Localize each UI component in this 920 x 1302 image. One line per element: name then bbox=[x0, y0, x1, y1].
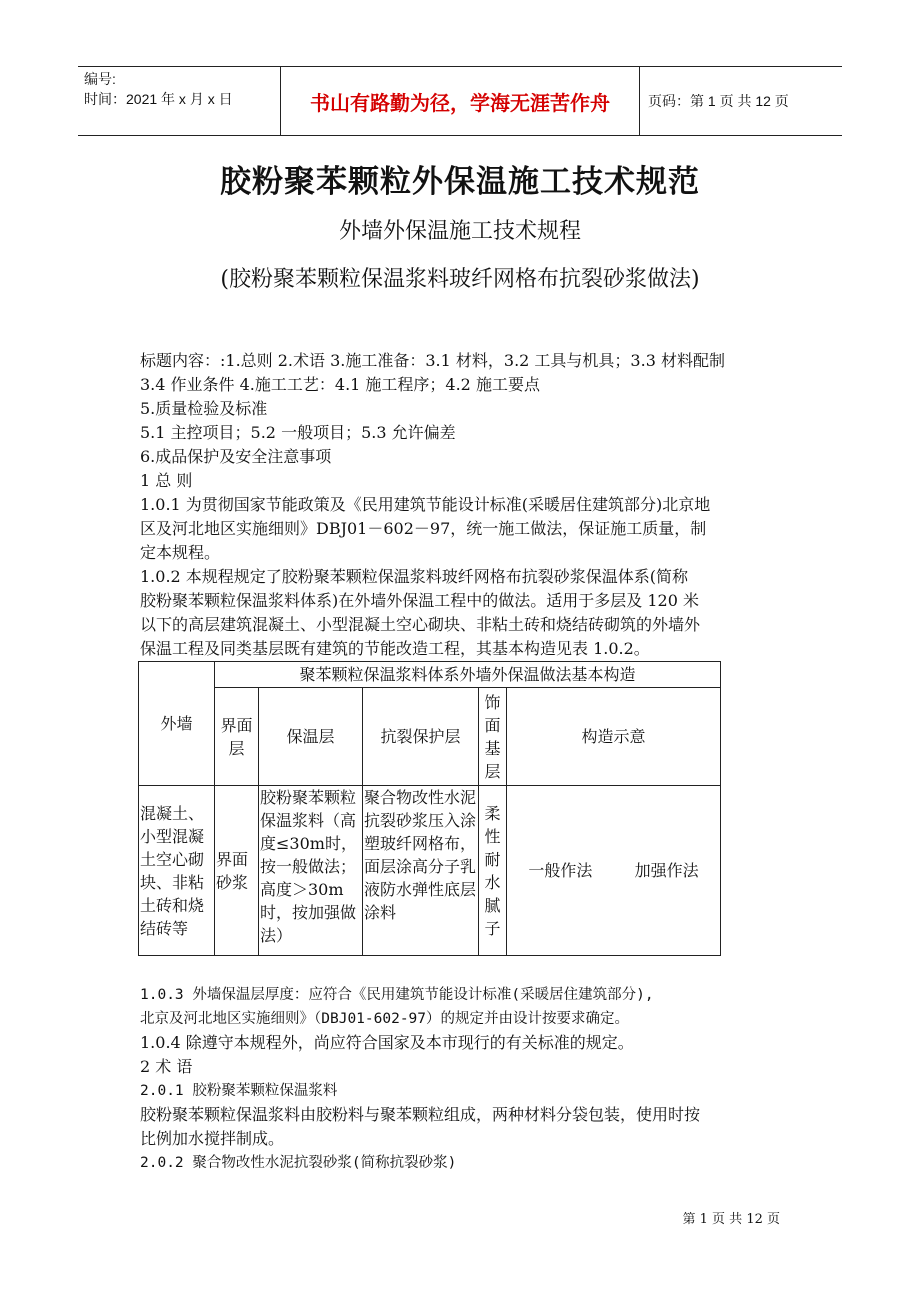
page-header bbox=[78, 66, 842, 136]
section-heading: 2 术 语 bbox=[140, 1057, 193, 1076]
text-line: 2.0.1 胶粉聚苯颗粒保温浆料 bbox=[140, 1083, 338, 1099]
diagram-general-label: 一般作法 bbox=[528, 861, 593, 880]
col-wall-header: 外墙 bbox=[139, 662, 215, 786]
row-wall-cell: 混凝土、小型混凝土空心砌块、非粘土砖和烧结砖等 bbox=[139, 786, 215, 956]
text-line: 以下的高层建筑混凝土、小型混凝土空心砌块、非粘土砖和烧结砖砌筑的外墙外 bbox=[140, 615, 701, 634]
text-line: 胶粉聚苯颗粒保温浆料体系)在外墙外保温工程中的做法。适用于多层及 120 米 bbox=[140, 591, 699, 610]
header-meta bbox=[78, 67, 281, 135]
row-diagram-cell bbox=[507, 786, 721, 956]
document-subtitle: 外墙外保温施工技术规程 bbox=[338, 219, 581, 244]
section-heading: 1 总 则 bbox=[140, 471, 193, 490]
text-line: 5.质量检验及标准 bbox=[140, 399, 268, 418]
col-crack-header: 抗裂保护层 bbox=[363, 688, 479, 786]
construction-table bbox=[138, 661, 721, 956]
text-line: 5.1 主控项目；5.2 一般项目；5.3 允许偏差 bbox=[140, 423, 456, 442]
row-crack-cell: 聚合物改性水泥抗裂砂浆压入涂塑玻纤网格布，面层涂高分子乳液防水弹性底层涂料 bbox=[363, 786, 479, 956]
col-interface-header: 界面层 bbox=[215, 688, 259, 786]
table-caption: 聚苯颗粒保温浆料体系外墙外保温做法基本构造 bbox=[215, 662, 721, 688]
row-insulation-cell: 胶粉聚苯颗粒保温浆料（高度≤30m时，按一般做法；高度＞30m时，按加强做法） bbox=[259, 786, 363, 956]
document-subtitle-note: (胶粉聚苯颗粒保温浆料玻纤网格布抗裂砂浆做法) bbox=[220, 267, 700, 292]
col-diagram-header: 构造示意 bbox=[507, 688, 721, 786]
header-page-label: 页码：第 1 页 共 12 页 bbox=[648, 93, 789, 109]
page-footer: 第 1 页 共 12 页 bbox=[682, 1212, 780, 1227]
text-line: 1.0.2 本规程规定了胶粉聚苯颗粒保温浆料玻纤网格布抗裂砂浆保温体系(简称 bbox=[140, 567, 689, 586]
text-line: 北京及河北地区实施细则》（DBJ01-602-97）的规定并由设计按要求确定。 bbox=[140, 1011, 630, 1027]
text-line: 1.0.3 外墙保温层厚度：应符合《民用建筑节能设计标准(采暖居住建筑部分), bbox=[140, 987, 654, 1003]
header-motto: 书山有路勤为径，学海无涯苦作舟 bbox=[281, 67, 640, 135]
col-finish-header: 饰面基层 bbox=[479, 688, 507, 786]
text-line: 区及河北地区实施细则》DBJ01－602－97，统一施工做法，保证施工质量，制 bbox=[140, 519, 707, 538]
text-line: 胶粉聚苯颗粒保温浆料由胶粉料与聚苯颗粒组成，两种材料分袋包装，使用时按 bbox=[140, 1105, 701, 1124]
text-line: 1.0.1 为贯彻国家节能政策及《民用建筑节能设计标准(采暖居住建筑部分)北京地 bbox=[140, 495, 711, 514]
col-insulation-header: 保温层 bbox=[259, 688, 363, 786]
row-interface-cell: 界面砂浆 bbox=[215, 786, 259, 956]
time-label: 时间：2021 年 x 月 x 日 bbox=[84, 91, 233, 107]
text-line: 比例加水搅拌制成。 bbox=[140, 1129, 285, 1148]
text-line: 标题内容：:1.总则 2.术语 3.施工准备：3.1 材料，3.2 工具与机具；3.3 材料配制 bbox=[140, 351, 725, 370]
text-line: 3.4 作业条件 4.施工工艺：4.1 施工程序；4.2 施工要点 bbox=[140, 375, 540, 394]
text-line: 定本规程。 bbox=[140, 543, 221, 562]
number-label: 编号: bbox=[84, 71, 116, 87]
text-line: 保温工程及同类基层既有建筑的节能改造工程，其基本构造见表 1.0.2。 bbox=[140, 639, 650, 658]
text-line: 6.成品保护及安全注意事项 bbox=[140, 447, 332, 466]
text-line: 1.0.4 除遵守本规程外，尚应符合国家及本市现行的有关标准的规定。 bbox=[140, 1033, 634, 1052]
text-line: 2.0.2 聚合物改性水泥抗裂砂浆(简称抗裂砂浆) bbox=[140, 1155, 457, 1171]
row-finish-cell: 柔性耐水腻子 bbox=[479, 786, 507, 956]
document-title: 胶粉聚苯颗粒外保温施工技术规范 bbox=[220, 164, 700, 200]
diagram-strong-label: 加强作法 bbox=[634, 861, 699, 880]
